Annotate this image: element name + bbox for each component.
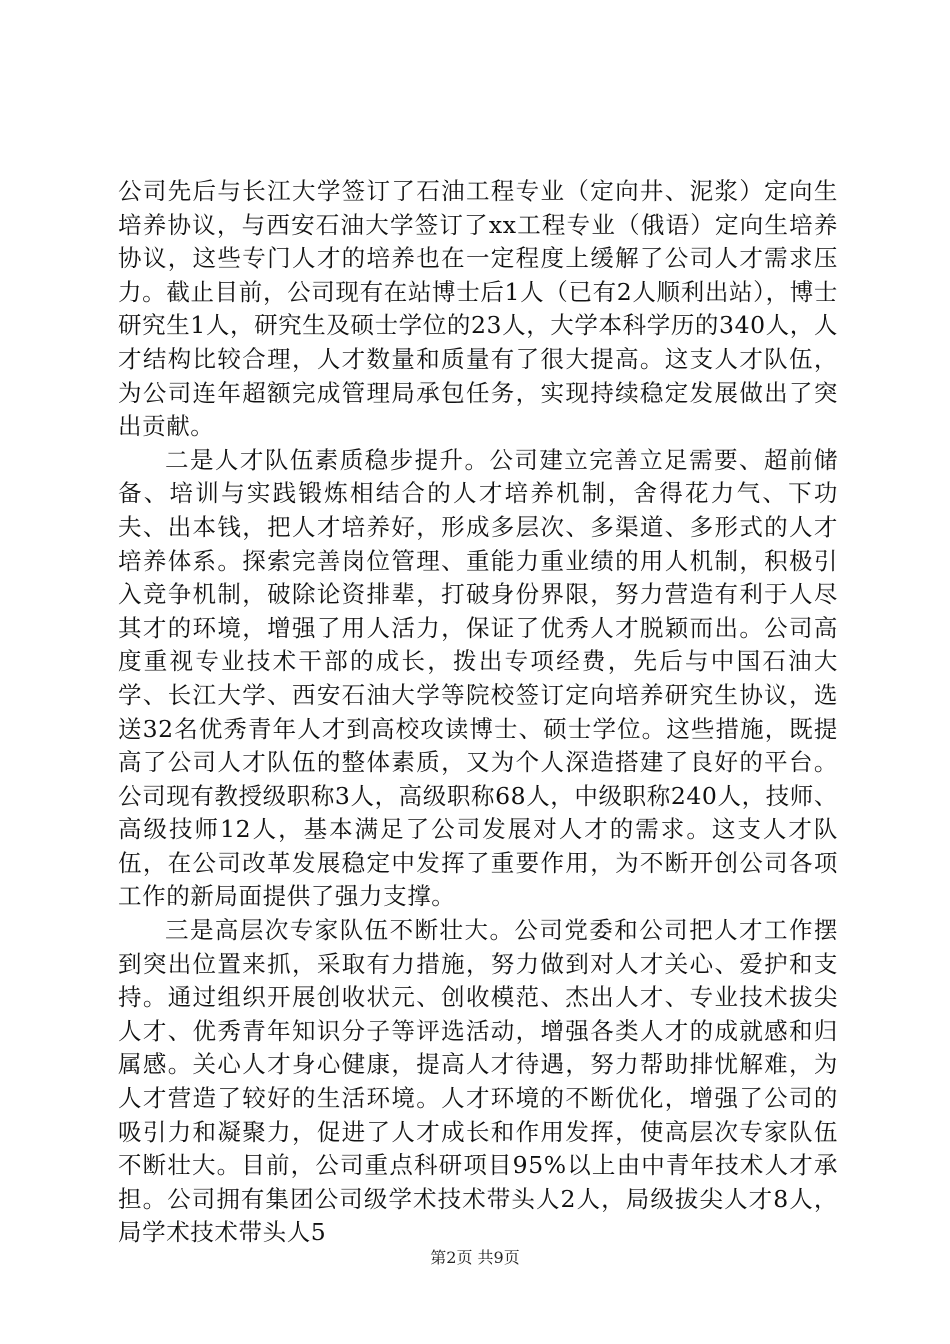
document-body [118, 175, 838, 1250]
paragraph-expert-team: 三是高层次专家队伍不断壮大。公司党委和公司把人才工作摆到突出位置来抓，采取有力措施，努力做到对人才关心、爱护和支持。通过组织开展创收状元、创收模范、杰出人才、专业技术拔尖人才、优秀青年知识分子等评选活动，增强各类人才的成就感和归属感。关心人才身心健康，提高人才待遇，努力帮助排忧解难，为人才营造了较好的生活环境。人才环境的不断优化，增强了公司的吸引力和凝聚力，促进了人才成长和作用发挥，使高层次专家队伍不断壮大。目前，公司重点科研项目95%以上由中青年技术人才承担。公司拥有集团公司级学术技术带头人2人，局级拔尖人才8人，局学术技术带头人5 [118, 916, 838, 1247]
paragraph-talent-quality: 二是人才队伍素质稳步提升。公司建立完善立足需要、超前储备、培训与实践锻炼相结合的人才培养机制，舍得花力气、下功夫、出本钱，把人才培养好，形成多层次、多渠道、多形式的人才培养体系。探索完善岗位管理、重能力重业绩的用人机制，积极引入竞争机制，破除论资排辈，打破身份界限，努力营造有利于人尽其才的环境，增强了用人活力，保证了优秀人才脱颖而出。公司高度重视专业技术干部的成长，拨出专项经费，先后与中国石油大学、长江大学、西安石油大学等院校签订定向培养研究生协议，选送32名优秀青年人才到高校攻读博士、硕士学位。这些措施，既提高了公司人才队伍的整体素质，又为个人深造搭建了良好的平台。公司现有教授级职称3人，高级职称68人，中级职称240人，技师、高级技师12人，基本满足了公司发展对人才的需求。这支人才队伍，在公司改革发展稳定中发挥了重要作用，为不断开创公司各项工作的新局面提供了强力支撑。 [118, 445, 838, 911]
page-footer: 第2页 共9页 [430, 1248, 520, 1267]
paragraph-continuation: 公司先后与长江大学签订了石油工程专业（定向井、泥浆）定向生培养协议，与西安石油大学签订了xx工程专业（俄语）定向生培养协议，这些专门人才的培养也在一定程度上缓解了公司人才需求压力。截止目前，公司现有在站博士后1人（已有2人顺利出站），博士研究生1人，研究生及硕士学位的23人，大学本科学历的340人，人才结构比较合理，人才数量和质量有了很大提高。这支人才队伍，为公司连年超额完成管理局承包任务，实现持续稳定发展做出了突出贡献。 [118, 177, 838, 441]
